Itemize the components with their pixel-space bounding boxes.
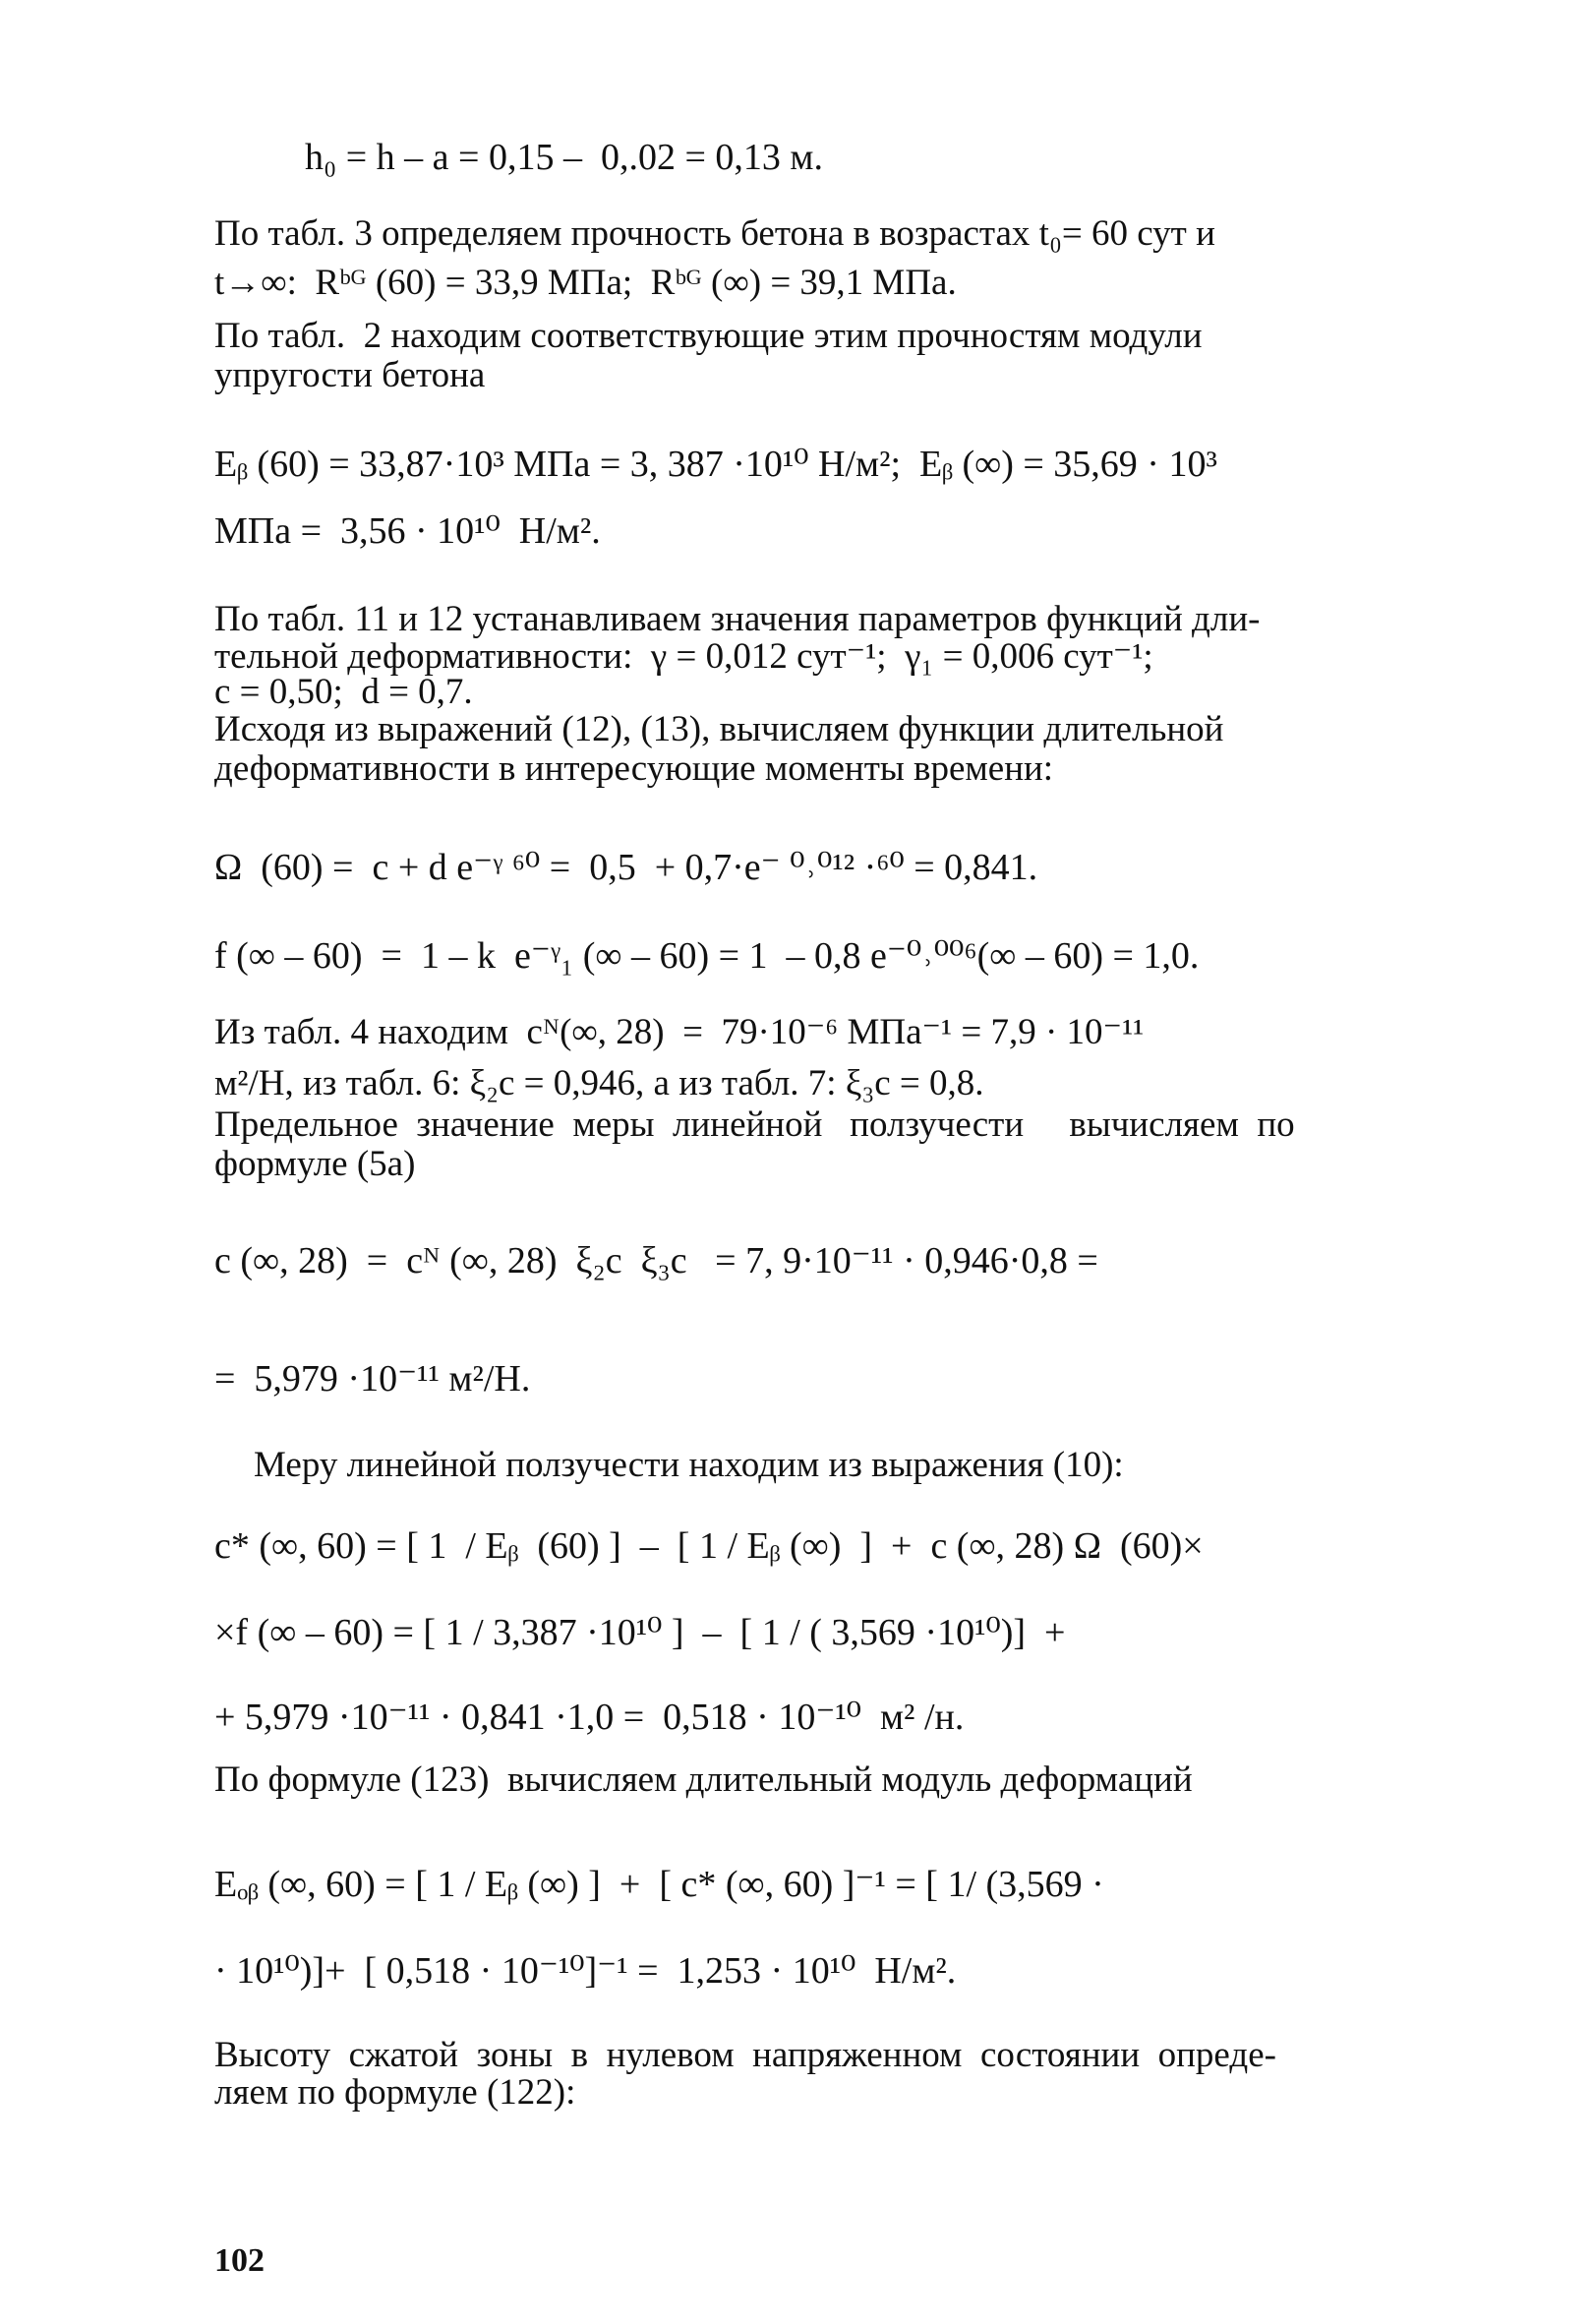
text-line: Высоту сжатой зоны в нулевом напряженном состоянии опреде- — [214, 2035, 1276, 2075]
text-line: м²/Н, из табл. 6: ξ₂c = 0,946, а из табл. 7: ξ₃c = 0,8. — [214, 1063, 984, 1103]
equation-cstar-cont: ×f (∞ – 60) = [ 1 / 3,387 ·10¹⁰ ] – [ 1 / ( 3,569 ·10¹⁰)] + — [214, 1612, 1066, 1653]
equation-omega: Ω (60) = c + d e⁻ᵞ ⁶⁰ = 0,5 + 0,7·e⁻ ⁰˒⁰¹² ·⁶⁰ = 0,841. — [214, 847, 1038, 888]
text-line: упругости бетона — [214, 355, 486, 395]
page-number: 102 — [214, 2242, 265, 2279]
text-line: c = 0,50; d = 0,7. — [214, 672, 473, 712]
text-line: деформативности в интересующие моменты времени: — [214, 748, 1054, 789]
text-line: Исходя из выражений (12), (13), вычисляем функции длительной — [214, 709, 1224, 749]
text-line: Из табл. 4 находим cᴺ(∞, 28) = 79·10⁻⁶ МПа⁻¹ = 7,9 · 10⁻¹¹ — [214, 1012, 1145, 1052]
text-line: ляем по формуле (122): — [214, 2072, 576, 2113]
text-line: По табл. 3 определяем прочность бетона в возрастах t₀= 60 сут и — [214, 213, 1215, 254]
equation-eob: Eₒᵦ (∞, 60) = [ 1 / Eᵦ (∞) ] + [ c* (∞, 60) ]⁻¹ = [ 1/ (3,569 · — [214, 1864, 1104, 1905]
equation-cstar: c* (∞, 60) = [ 1 / Eᵦ (60) ] – [ 1 / Eᵦ (∞) ] + c (∞, 28) Ω (60)× — [214, 1525, 1204, 1567]
text-line: формуле (5а) — [214, 1144, 416, 1184]
equation-c-result: = 5,979 ·10⁻¹¹ м²/Н. — [214, 1358, 531, 1400]
text-line: По табл. 2 находим соответствующие этим прочностям модули — [214, 316, 1203, 356]
text-line: По табл. 11 и 12 устанавливаем значения параметров функций дли- — [214, 599, 1261, 639]
equation-f: f (∞ – 60) = 1 – k e⁻ᵞ₁ (∞ – 60) = 1 – 0,8 e⁻⁰˒⁰⁰⁶(∞ – 60) = 1,0. — [214, 935, 1200, 977]
text-line: Предельное значение меры линейной ползучести вычисляем по — [214, 1104, 1295, 1145]
text-line: тельной деформативности: γ = 0,012 сут⁻¹; γ₁ = 0,006 сут⁻¹; — [214, 636, 1153, 677]
equation-h0: h₀ = h – a = 0,15 – 0,.02 = 0,13 м. — [305, 137, 823, 178]
equation-eb: Eᵦ (60) = 33,87·10³ МПа = 3, 387 ·10¹⁰ Н/м²; Eᵦ (∞) = 35,69 · 10³ — [214, 444, 1217, 485]
equation-cstar-result: + 5,979 ·10⁻¹¹ · 0,841 ·1,0 = 0,518 · 10⁻¹⁰ м² /н. — [214, 1697, 965, 1738]
text-line: По формуле (123) вычисляем длительный модуль деформаций — [214, 1759, 1193, 1800]
equation-eob-result: · 10¹⁰)]+ [ 0,518 · 10⁻¹⁰]⁻¹ = 1,253 · 10¹⁰ Н/м². — [214, 1950, 957, 1992]
text-line: t→∞: Rᵇᴳ (60) = 33,9 МПа; Rᵇᴳ (∞) = 39,1 МПа. — [214, 263, 957, 303]
text-line: Меру линейной ползучести находим из выражения (10): — [254, 1445, 1124, 1485]
equation-eb-cont: МПа = 3,56 · 10¹⁰ Н/м². — [214, 510, 601, 552]
equation-c: c (∞, 28) = cᴺ (∞, 28) ξ₂c ξ₃c = 7, 9·10⁻¹¹ · 0,946·0,8 = — [214, 1240, 1098, 1281]
